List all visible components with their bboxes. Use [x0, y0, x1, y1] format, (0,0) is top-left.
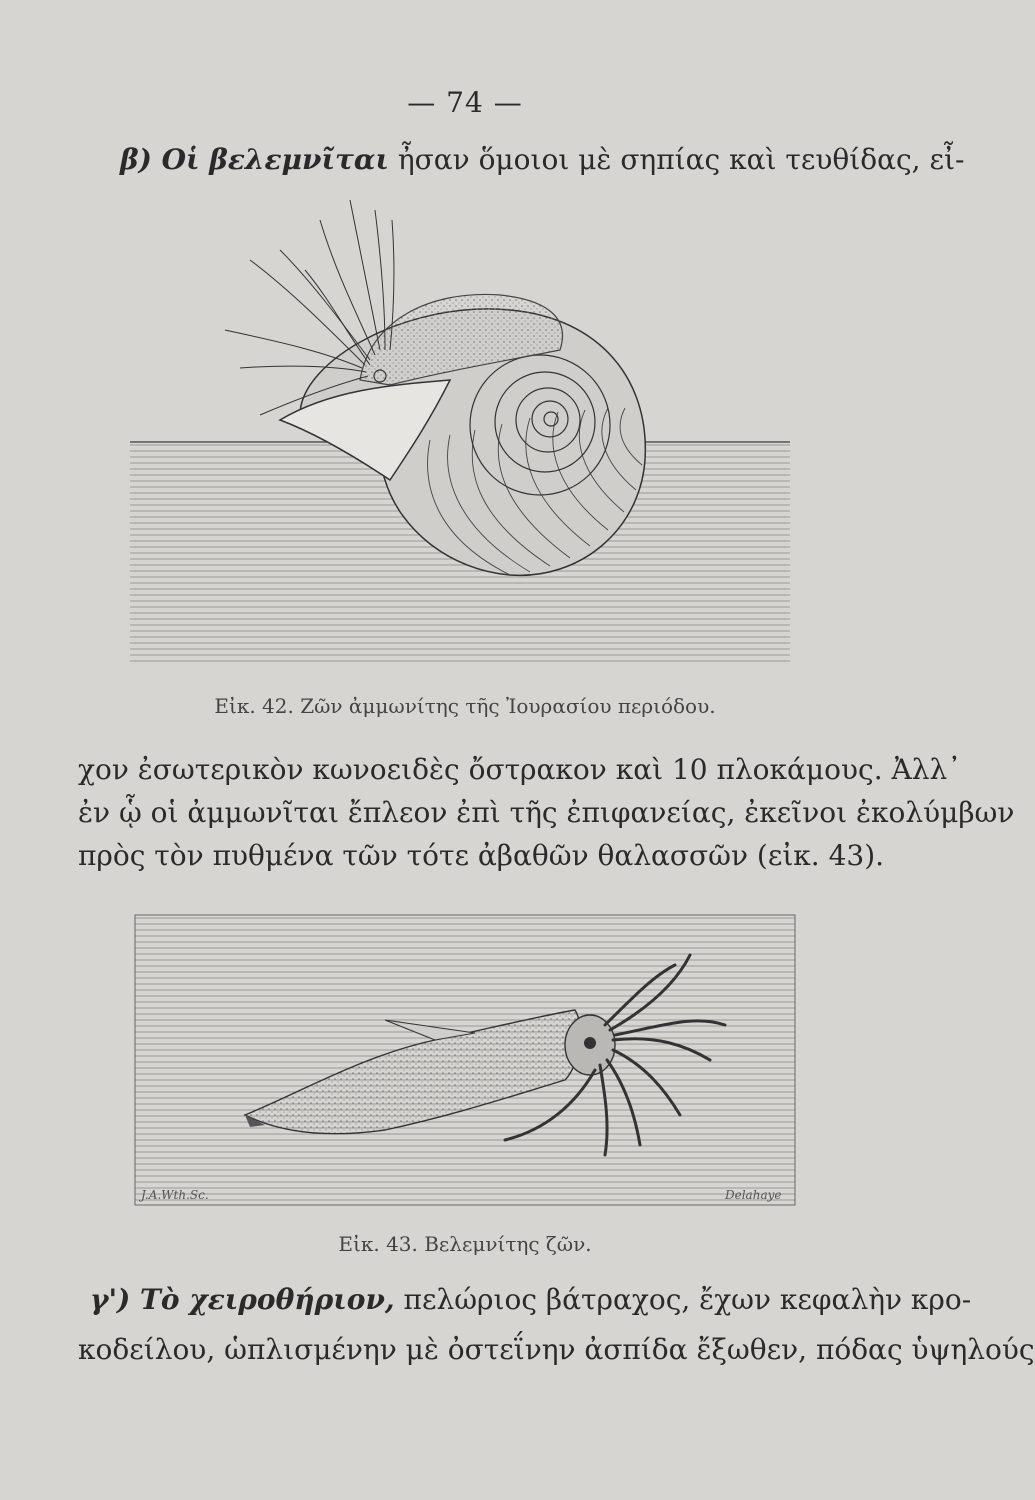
paragraph-g-text: πελώριος βάτραχος, ἔχων κεφαλὴν κρο- [394, 1283, 972, 1316]
figure-43-caption: Εἰκ. 43. Βελεμνίτης ζῶν. [338, 1232, 592, 1256]
paragraph-b-text: ἦσαν ὅμοιοι μὲ σηπίας καὶ τευθίδας, εἶ- [388, 143, 965, 176]
paragraph-b-cont-line-2: ἐν ᾧ οἱ ἀμμωνῖται ἔπλεον ἐπὶ τῆς ἐπιφανείας, ἐκεῖνοι ἐκολύμβων [78, 796, 1015, 829]
engraver-signature-right: Delahaye [725, 1188, 782, 1202]
figure-42-ammonite-illustration [130, 190, 810, 670]
paragraph-b-heading: β) Οἱ βελεμνῖται [120, 143, 389, 176]
paragraph-b-cont-line-3: πρὸς τὸν πυθμένα τῶν τότε ἀβαθῶν θαλασσῶν (εἰκ. 43). [78, 839, 885, 872]
figure-42-caption: Εἰκ. 42. Ζῶν ἀμμωνίτης τῆς Ἰουρασίου περιόδου. [214, 694, 716, 718]
paragraph-g-line-2: κοδείλου, ὡπλισμένην μὲ ὀστεΐνην ἀσπίδα ἔξωθεν, πόδας ὑψηλούς [78, 1333, 1035, 1366]
paragraph-b-line-1 [120, 142, 965, 178]
page-number: — 74 — [407, 86, 523, 119]
paragraph-g-line-1 [90, 1282, 972, 1318]
engraver-signature-left: J.A.Wth.Sc. [141, 1188, 209, 1202]
paragraph-g-heading: γ') Τὸ χειροθήριον, [90, 1283, 395, 1316]
paragraph-b-cont-line-1: χον ἐσωτερικὸν κωνοειδὲς ὄστρακον καὶ 10 πλοκάμους. Ἀλλ᾽ [78, 753, 962, 786]
eye [584, 1037, 596, 1049]
figure-43-belemnite-illustration [135, 915, 795, 1220]
